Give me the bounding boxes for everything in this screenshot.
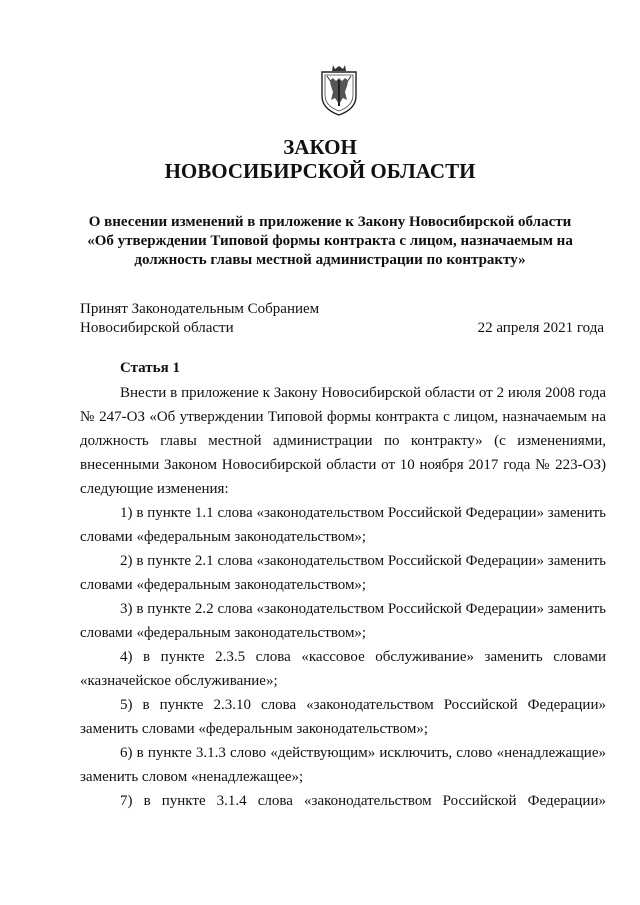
text-line: словами «федеральным законодательством»; (80, 529, 367, 545)
text-line: внесенными Законом Новосибирской области от 10 ноября 2017 года № 223-ОЗ) (80, 457, 606, 473)
subtitle-line: «Об утверждении Типовой формы контракта с лицом, назначаемым на (87, 233, 573, 249)
text-line: заменить словами «федеральным законодательством»; (80, 721, 429, 737)
text-line: следующие изменения: (80, 481, 229, 497)
text-line: Внести в приложение к Закону Новосибирской области от 2 июля 2008 года (120, 385, 606, 401)
text-line: словами «федеральным законодательством»; (80, 625, 367, 641)
coat-of-arms-icon (319, 62, 359, 117)
law-subtitle (80, 213, 580, 270)
text-line: словами «федеральным законодательством»; (80, 577, 367, 593)
text-line: 2) в пункте 2.1 слова «законодательством Российской Федерации» заменить (120, 553, 606, 569)
law-title: ЗАКОН (283, 135, 357, 159)
text-line: заменить словом «ненадлежащее»; (80, 769, 304, 785)
article-heading: Статья 1 (120, 360, 180, 376)
text-line: № 247-ОЗ «Об утверждении Типовой формы контракта с лицом, назначаемым на (80, 409, 606, 425)
text-line: «казначейское обслуживание»; (80, 673, 278, 689)
adoption-info (80, 300, 319, 338)
text-line: 3) в пункте 2.2 слова «законодательством Российской Федерации» заменить (120, 601, 606, 617)
region-title: НОВОСИБИРСКОЙ ОБЛАСТИ (164, 159, 476, 183)
text-line: 1) в пункте 1.1 слова «законодательством Российской Федерации» заменить (120, 505, 606, 521)
text-line: 7) в пункте 3.1.4 слова «законодательством Российской Федерации» (120, 793, 606, 809)
adoption-line: Новосибирской области (80, 320, 234, 336)
adoption-line: Принят Законодательным Собранием (80, 301, 320, 317)
article-body (80, 381, 606, 813)
text-line: 6) в пункте 3.1.3 слово «действующим» исключить, слово «ненадлежащие» (120, 745, 606, 761)
text-line: должность главы местной администрации по контракту» (с изменениями, (80, 433, 606, 449)
subtitle-line: должность главы местной администрации по контракту» (134, 252, 526, 268)
text-line: 4) в пункте 2.3.5 слова «кассовое обслуживание» заменить словами (120, 649, 606, 665)
adoption-date: 22 апреля 2021 года (477, 320, 604, 336)
subtitle-line: О внесении изменений в приложение к Закону Новосибирской области (88, 214, 572, 230)
text-line: 5) в пункте 2.3.10 слова «законодательством Российской Федерации» (120, 697, 606, 713)
